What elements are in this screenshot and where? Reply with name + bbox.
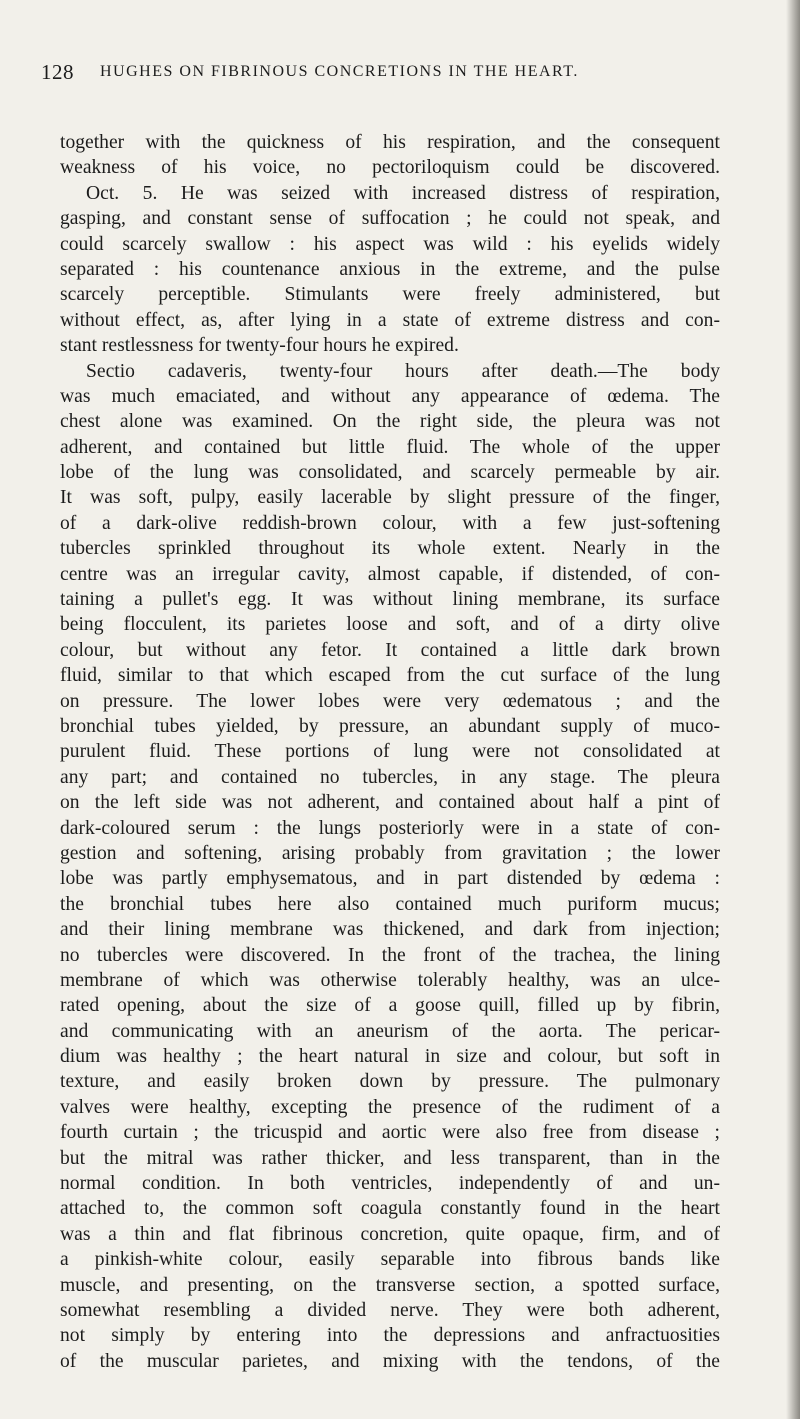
text-line: centre was an irregular cavity, almost capable, if distended, of con- (60, 563, 720, 585)
text-line: without effect, as, after lying in a state of extreme distress and con- (60, 309, 720, 331)
text-line: not simply by entering into the depressions and anfractuosities (60, 1325, 720, 1347)
text-line: the bronchial tubes here also contained much puriform mucus; (60, 893, 720, 915)
text-line: any part; and contained no tubercles, in any stage. The pleura (60, 766, 720, 788)
text-line: could scarcely swallow : his aspect was wild : his eyelids widely (60, 233, 720, 255)
text-line: on the left side was not adherent, and contained about half a pint of (60, 792, 720, 814)
text-line: attached to, the common soft coagula constantly found in the heart (60, 1198, 720, 1220)
text-line: but the mitral was rather thicker, and less transparent, than in the (60, 1147, 720, 1169)
text-line: fluid, similar to that which escaped from the cut surface of the lung (60, 665, 720, 687)
text-line: colour, but without any fetor. It contained a little dark brown (60, 639, 720, 661)
text-line: texture, and easily broken down by pressure. The pulmonary (60, 1071, 720, 1093)
text-line: gestion and softening, arising probably from gravitation ; the lower (60, 842, 720, 864)
text-line: rated opening, about the size of a goose quill, filled up by fibrin, (60, 995, 720, 1017)
text-line: being flocculent, its parietes loose and soft, and of a dirty olive (60, 614, 720, 636)
text-line: and their lining membrane was thickened, and dark from injection; (60, 919, 720, 941)
text-line: and communicating with an aneurism of the aorta. The pericar- (60, 1020, 720, 1042)
text-line: was a thin and flat fibrinous concretion, quite opaque, firm, and of (60, 1223, 720, 1245)
text-line: taining a pullet's egg. It was without lining membrane, its surface (60, 589, 720, 611)
page-header (41, 60, 721, 88)
text-line: separated : his countenance anxious in the extreme, and the pulse (60, 258, 720, 280)
text-line: lobe was partly emphysematous, and in part distended by œdema : (60, 868, 720, 890)
page-number: 128 (41, 60, 74, 84)
text-line: dark-coloured serum : the lungs posteriorly were in a state of con- (60, 817, 720, 839)
text-line: chest alone was examined. On the right side, the pleura was not (60, 411, 720, 433)
page-edge-shadow (786, 0, 800, 1419)
text-line: adherent, and contained but little fluid. The whole of the upper (60, 436, 720, 458)
text-line: muscle, and presenting, on the transverse section, a spotted surface, (60, 1274, 720, 1296)
text-line: bronchial tubes yielded, by pressure, an abundant supply of muco- (60, 715, 720, 737)
text-line: stant restlessness for twenty-four hours he expired. (60, 335, 459, 357)
text-line: Sectio cadaveris, twenty-four hours after death.—The body (86, 360, 720, 382)
body-text (60, 130, 720, 1374)
text-line: valves were healthy, excepting the presence of the rudiment of a (60, 1096, 720, 1118)
text-line: a pinkish-white colour, easily separable into fibrous bands like (60, 1249, 720, 1271)
text-line: tubercles sprinkled throughout its whole extent. Nearly in the (60, 538, 720, 560)
running-head: HUGHES ON FIBRINOUS CONCRETIONS IN THE HEART. (100, 63, 579, 80)
text-line: was much emaciated, and without any appearance of œdema. The (60, 385, 720, 407)
text-line: fourth curtain ; the tricuspid and aortic were also free from disease ; (60, 1122, 720, 1144)
text-line: of the muscular parietes, and mixing with the tendons, of the (60, 1350, 720, 1372)
text-line: normal condition. In both ventricles, independently of and un- (60, 1173, 720, 1195)
text-line: on pressure. The lower lobes were very œdematous ; and the (60, 690, 720, 712)
text-line: scarcely perceptible. Stimulants were freely administered, but (60, 284, 720, 306)
text-line: gasping, and constant sense of suffocation ; he could not speak, and (60, 208, 720, 230)
text-line: somewhat resembling a divided nerve. They were both adherent, (60, 1299, 720, 1321)
text-line: together with the quickness of his respiration, and the consequent (60, 132, 720, 153)
text-line: of a dark-olive reddish-brown colour, with a few just-softening (60, 512, 720, 534)
text-line: membrane of which was otherwise tolerably healthy, was an ulce- (60, 969, 720, 991)
text-line: dium was healthy ; the heart natural in size and colour, but soft in (60, 1046, 720, 1068)
text-line: It was soft, pulpy, easily lacerable by slight pressure of the finger, (60, 487, 720, 509)
text-line: weakness of his voice, no pectoriloquism could be discovered. (60, 157, 720, 179)
text-line: lobe of the lung was consolidated, and scarcely permeable by air. (60, 462, 720, 484)
text-line: purulent fluid. These portions of lung were not consolidated at (60, 741, 720, 763)
text-line: Oct. 5. He was seized with increased distress of respiration, (86, 182, 720, 204)
text-line: no tubercles were discovered. In the front of the trachea, the lining (60, 944, 720, 966)
